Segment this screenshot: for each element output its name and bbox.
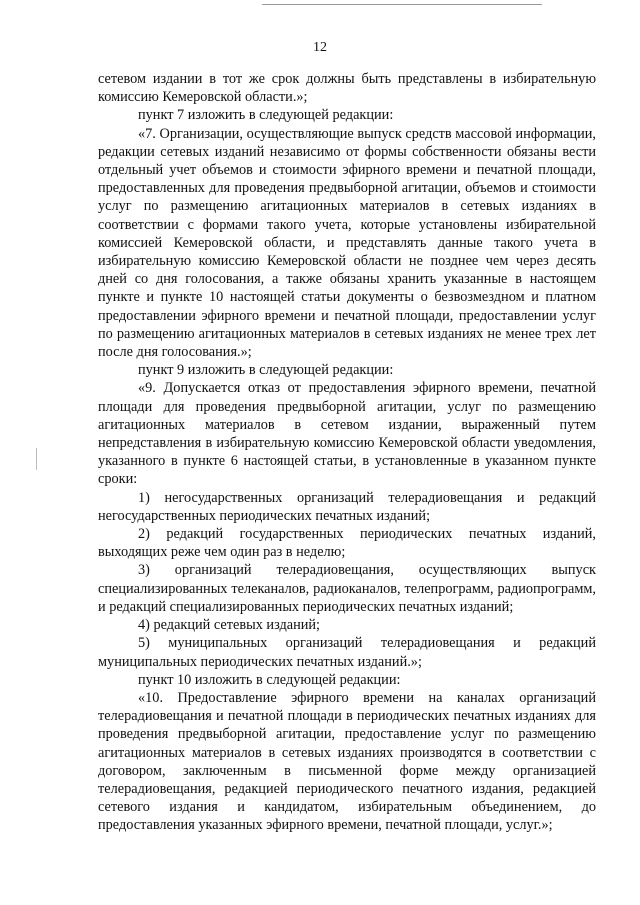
document-body <box>98 70 596 835</box>
paragraph-item-9: «9. Допускается отказ от предоставления эфирного времени, печатной площади для проведения предвыборной агитации, услуг по размещению агитационных материалов в сетевом издании, выраженный путем непредставления в избирательную комиссию Кемеровской области уведомления, указанного в пункте 6 настоящей статьи, в установленные в указанном пункте сроки: <box>98 380 596 488</box>
list-item-4: 4) редакций сетевых изданий; <box>138 617 321 634</box>
header-rule <box>262 4 542 5</box>
paragraph-item-7: «7. Организации, осуществляющие выпуск средств массовой информации, редакции сетевых изданий независимо от формы собственности обязаны вести отдельный учет объемов и стоимости эфирного времени и печатной площади, предоставленных для проведения предвыборной агитации, объемов и стоимости услуг по размещению агитационных материалов в сетевых изданиях в соответствии с формами такого учета, которые установлены избирательной комиссией Кемеровской области, и представлять данные такого учета в избирательную комиссию Кемеровской области не позднее чем через десять дней со дня голосования, а также обязаны хранить указанные в настоящем пункте и пункте 10 настоящей статьи документы о безвозмездном и платном предоставлении эфирного времени и печатной площади, предоставлении услуг по размещению агитационных материалов в сетевых изданиях не менее трех лет после дня голосования.»; <box>98 125 596 361</box>
paragraph-item-7-intro: пункт 7 изложить в следующей редакции: <box>138 107 394 124</box>
list-item-2: 2) редакций государственных периодических печатных изданий, выходящих реже чем один раз в неделю; <box>98 526 596 561</box>
list-item-1: 1) негосударственных организаций телерадиовещания и редакций негосударственных периодических печатных изданий; <box>98 489 596 524</box>
list-item-5: 5) муниципальных организаций телерадиовещания и редакций муниципальных периодических печатных изданий.»; <box>98 635 596 670</box>
list-item-3: 3) организаций телерадиовещания, осуществляющих выпуск специализированных телеканалов, радиоканалов, телепрограмм, радиопрограмм, и редакций специализированных периодических печатных изданий; <box>98 562 596 615</box>
paragraph-item-10: «10. Предоставление эфирного времени на каналах организаций телерадиовещания и печатной площади в периодических печатных изданиях для проведения предвыборной агитации, предоставление услуг по размещению агитационных материалов в сетевых изданиях производятся в соответствии с договором, заключенным в письменной форме между организацией телерадиовещания, редакцией периодического печатного издания, редакцией сетевого издания и кандидатом, избирательным объединением, до предоставления указанных эфирного времени, печатной площади, услуг.»; <box>98 689 596 834</box>
paragraph-continuation: сетевом издании в тот же срок должны быть представлены в избирательную комиссию Кемеровской области.»; <box>98 71 596 106</box>
page-number: 12 <box>313 40 327 55</box>
paragraph-item-9-intro: пункт 9 изложить в следующей редакции: <box>138 362 394 379</box>
paragraph-item-10-intro: пункт 10 изложить в следующей редакции: <box>138 671 401 688</box>
margin-mark <box>36 448 37 470</box>
